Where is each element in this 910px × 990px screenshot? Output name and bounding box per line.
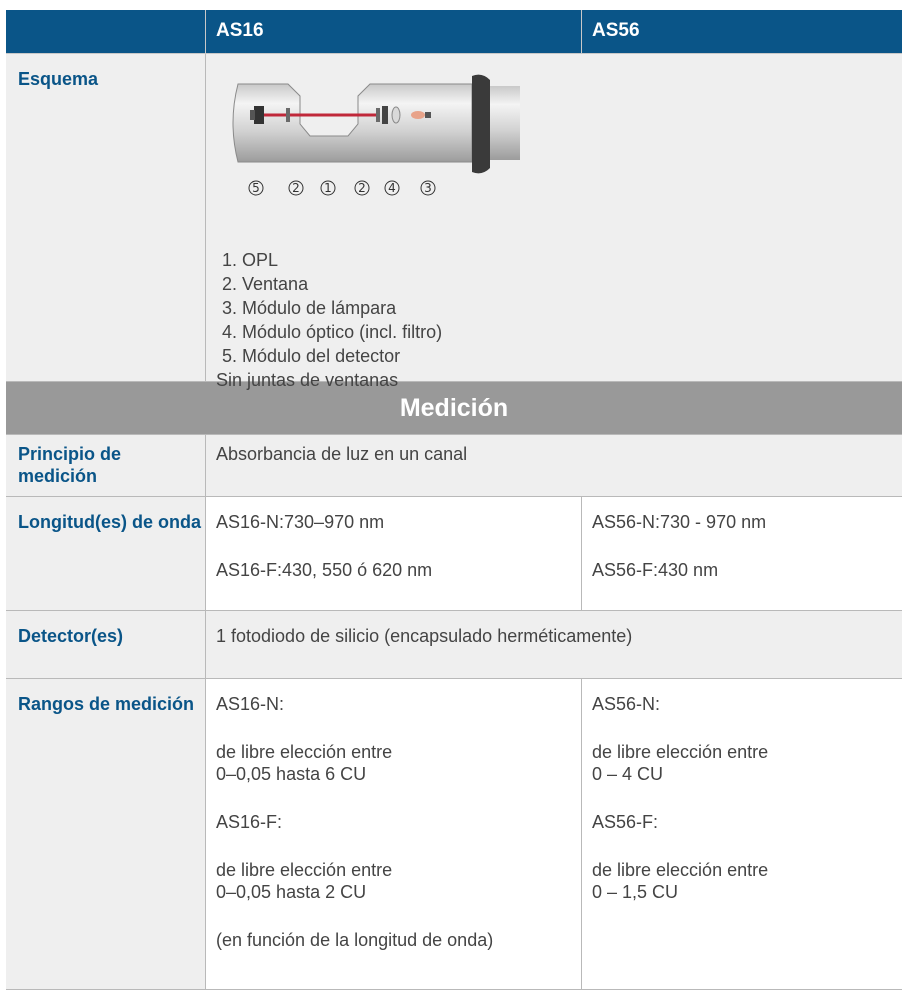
- spec-table: [6, 10, 902, 990]
- ranges-as16-f-line2: 0–0,05 hasta 2 CU: [216, 882, 367, 902]
- marker-2b: 2: [358, 181, 366, 195]
- ranges-as16-note: (en función de la longitud de onda): [216, 930, 494, 950]
- header-empty: [6, 10, 206, 53]
- legend-item: 4. Módulo óptico (incl. filtro): [222, 322, 443, 342]
- ranges-as16: [206, 679, 582, 989]
- wavelength-as16-f: AS16-F:430, 550 ó 620 nm: [216, 560, 433, 580]
- lamp-module: [411, 111, 425, 119]
- scheme-diagram: [220, 72, 530, 202]
- ranges-as56: [582, 679, 902, 989]
- header-as56: AS56: [592, 20, 640, 41]
- scheme-label: Esquema: [6, 54, 206, 381]
- wavelength-label: Longitud(es) de onda: [6, 497, 206, 610]
- wavelength-as16-n: AS16-N:730–970 nm: [216, 512, 385, 532]
- window-right: [376, 108, 380, 122]
- ranges-as56-f-line1: de libre elección entre: [592, 860, 769, 880]
- ranges-as56-n-line2: 0 – 4 CU: [592, 764, 664, 784]
- ranges-label: Rangos de medición: [6, 679, 206, 989]
- wavelength-as56-f: AS56-F:430 nm: [592, 560, 719, 580]
- detector-value: 1 fotodiodo de silicio (encapsulado herméticamente): [216, 626, 633, 646]
- ranges-as16-n-title: AS16-N:: [216, 694, 285, 714]
- scheme-legend-block: [216, 248, 442, 392]
- ranges-as56-f-line2: 0 – 1,5 CU: [592, 882, 679, 902]
- ranges-as56-f-title: AS56-F:: [592, 812, 659, 832]
- legend-item: 2. Ventana: [222, 274, 309, 294]
- legend-item: 3. Módulo de lámpara: [222, 298, 397, 318]
- detector-row: [6, 611, 902, 679]
- scheme-legend: [216, 248, 442, 368]
- wavelength-as16: [206, 497, 582, 610]
- marker-5: 5: [252, 181, 260, 195]
- principle-value: Absorbancia de luz en un canal: [216, 444, 468, 464]
- flange: [472, 75, 490, 174]
- principle-label: Principio de medición: [6, 435, 206, 496]
- marker-2a: 2: [292, 181, 300, 195]
- position-markers: [249, 181, 435, 195]
- scheme-note: Sin juntas de ventanas: [216, 370, 399, 390]
- section-title-measurement: Medición: [6, 382, 902, 435]
- pipe-left-body: [233, 84, 472, 162]
- ranges-as16-n-line2: 0–0,05 hasta 6 CU: [216, 764, 367, 784]
- detector-module: [254, 106, 264, 124]
- marker-3: 3: [424, 181, 432, 195]
- legend-item: 1. OPL: [222, 250, 279, 270]
- wavelength-as56-n: AS56-N:730 - 970 nm: [592, 512, 767, 532]
- marker-1: 1: [324, 181, 332, 195]
- scheme-content: [206, 54, 902, 390]
- header-as16: AS16: [206, 10, 582, 53]
- ranges-as16-f-line1: de libre elección entre: [216, 860, 393, 880]
- ranges-as16-n-line1: de libre elección entre: [216, 742, 393, 762]
- legend-item: 5. Módulo del detector: [222, 346, 401, 366]
- principle-row: [6, 435, 902, 497]
- ranges-as56-n-line1: de libre elección entre: [592, 742, 769, 762]
- ranges-row: [6, 679, 902, 990]
- table-header: [6, 10, 902, 54]
- marker-4: 4: [388, 181, 396, 195]
- ranges-as56-n-title: AS56-N:: [592, 694, 661, 714]
- scheme-row: [6, 54, 902, 390]
- wavelength-as56: [582, 497, 902, 610]
- pipe-right-stub: [490, 86, 520, 160]
- optical-module: [382, 106, 388, 124]
- wavelength-row: [6, 497, 902, 611]
- window-left: [286, 108, 290, 122]
- detector-label: Detector(es): [6, 611, 206, 678]
- ranges-as16-f-title: AS16-F:: [216, 812, 283, 832]
